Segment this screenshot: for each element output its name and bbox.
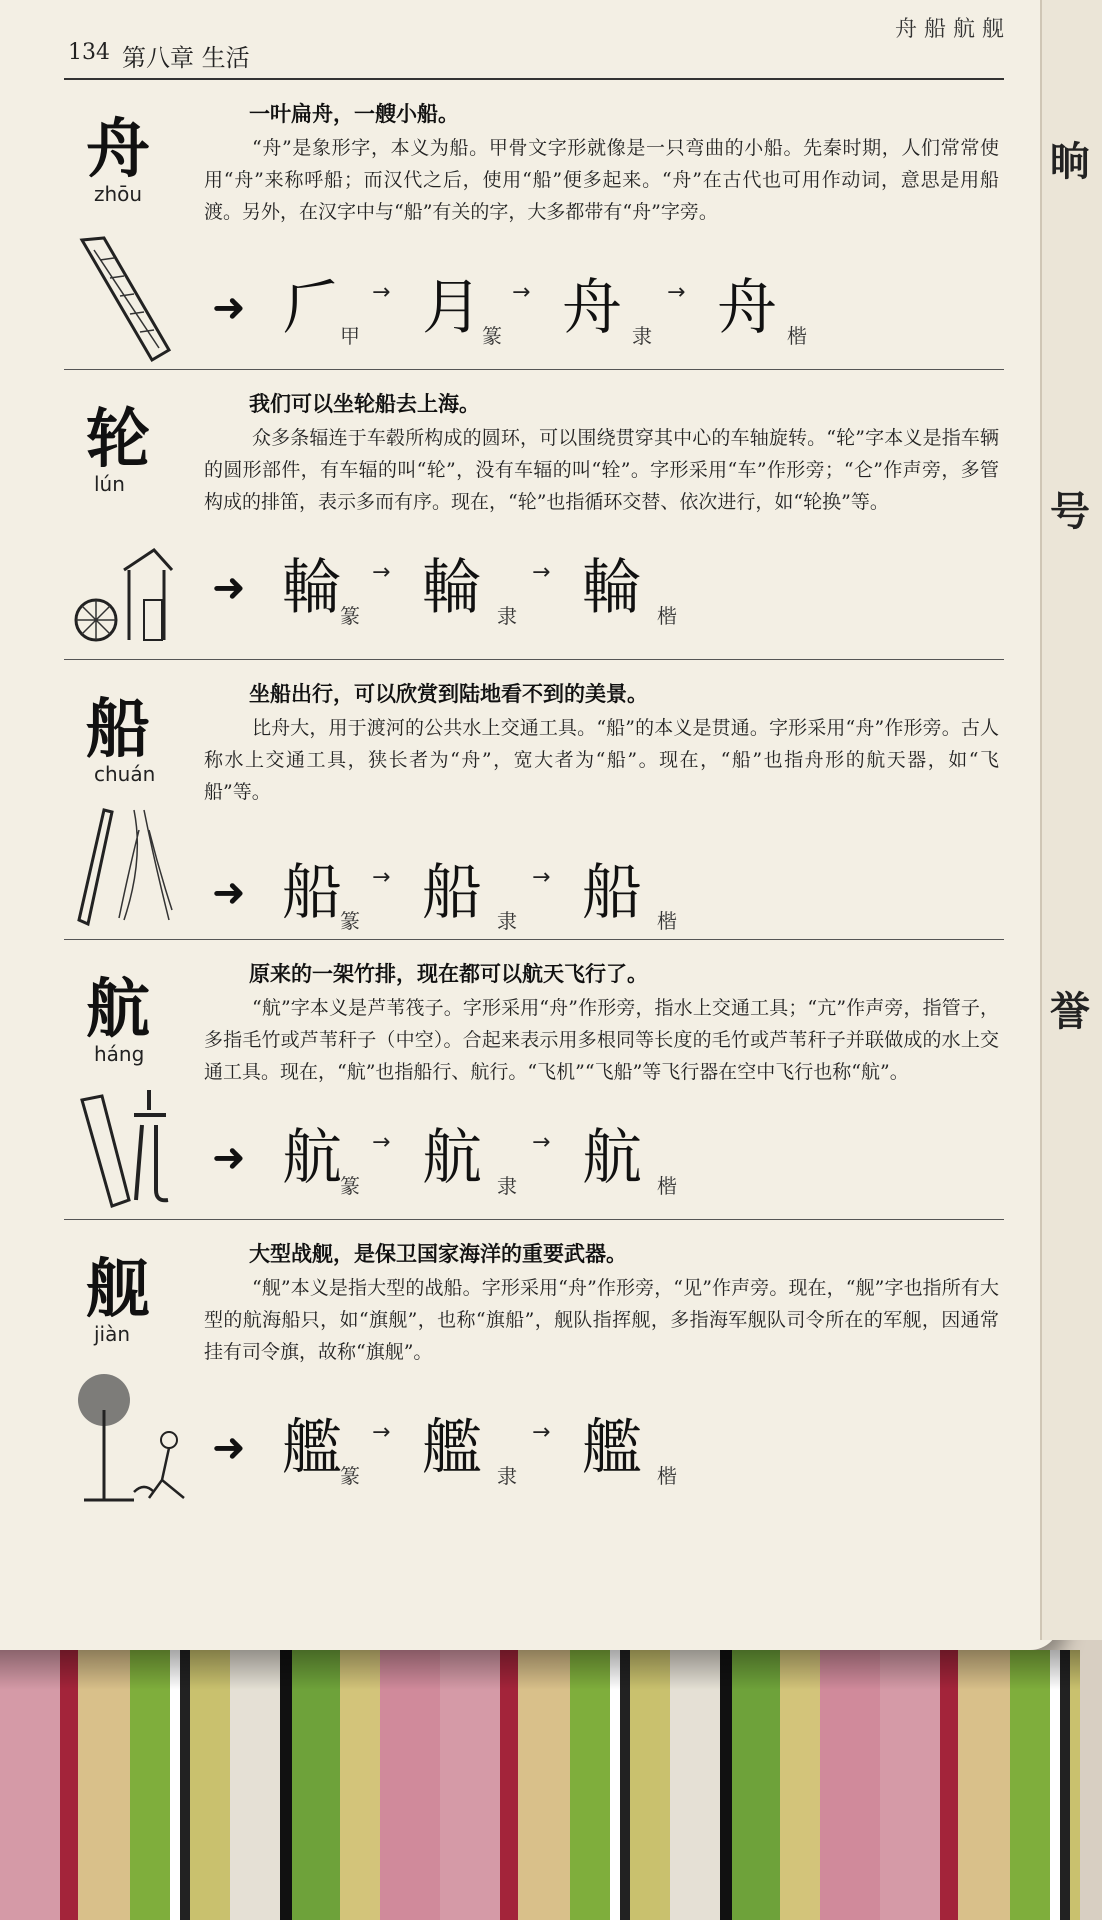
script-form: 舟 [562,273,622,343]
arrow-icon: ➜ [212,1135,246,1181]
tree-person-illustration [74,1370,204,1510]
facing-page-edge [1040,0,1102,1640]
script-form: 月 [422,273,482,343]
entry-pinyin: lún [94,472,125,496]
arrow-icon: → [667,280,686,305]
arrow-icon: → [532,1130,551,1155]
arrow-icon: → [532,865,551,890]
entry-character: 舰 [86,1252,150,1327]
entry-description: “舟”是象形字，本义为船。甲骨文字形就像是一只弯曲的小船。先秦时期，人们常常使用“舟”来称呼船；而汉代之后，使用“船”便多起来。“舟”在古代也可用作动词，意思是用船渡。另外，在汉字中与“船”有关的字，大多都带有“舟”字旁。 [204,137,999,223]
arrow-icon: → [372,1420,391,1445]
script-label: 隶 [632,324,652,348]
arrow-icon: → [372,560,391,585]
script-evolution [212,260,912,350]
script-label: 篆 [340,1464,360,1488]
entry-description: 众多条辐连于车毂所构成的圆环，可以围绕贯穿其中心的车轴旋转。“轮”字本义是指车辆的圆形部件，有车辐的叫“轮”，没有车辐的叫“辁”。字形采用“车”作形旁；“仑”作声旁，多管构成的排笛，表示多而有序。现在，“轮”也指循环交替、依次进行，如“轮换”等。 [204,427,999,513]
script-label: 楷 [657,1464,677,1488]
arrow-icon: ➜ [212,285,246,331]
script-form: 船 [282,858,342,928]
script-form: 船 [422,858,482,928]
script-evolution [212,1400,912,1490]
chapter-title: 第八章 生活 [122,44,250,72]
entry-character: 船 [86,692,150,767]
script-evolution [212,540,912,630]
script-label: 隶 [497,909,517,933]
script-label: 楷 [657,909,677,933]
script-label: 楷 [657,1174,677,1198]
facing-page-char: 誉 [1050,988,1090,1035]
facing-page-char: 晌 [1050,138,1090,185]
entry-heading: 我们可以坐轮船去上海。 [249,391,480,416]
script-form: 艦 [582,1413,642,1483]
arrow-icon: → [372,1130,391,1155]
script-form: 船 [582,858,642,928]
entry-pinyin: háng [94,1042,145,1066]
entry-description: “航”字本义是芦苇筏子。字形采用“舟”作形旁，指水上交通工具；“亢”作声旁，指管子，多指毛竹或芦苇秆子（中空）。合起来表示用多根同等长度的毛竹或芦苇秆子并联做成的水上交通工具。现在，“航”也指船行、航行。“飞机”“飞船”等飞行器在空中飞行也称“航”。 [204,997,999,1083]
script-label: 隶 [497,604,517,628]
entry-heading: 坐船出行，可以欣赏到陆地看不到的美景。 [249,681,648,706]
script-label: 甲 [340,324,360,348]
script-form: 艦 [282,1413,342,1483]
script-form: 航 [282,1123,342,1193]
script-evolution [212,1110,912,1200]
arrow-icon: → [372,280,391,305]
script-evolution [212,845,912,935]
script-label: 隶 [497,1174,517,1198]
entry-description: 比舟大，用于渡河的公共水上交通工具。“船”的本义是贯通。字形采用“舟”作形旁。古人称水上交通工具，狭长者为“舟”，宽大者为“船”。现在，“船”也指舟形的航天器，如“飞船”等。 [204,717,999,803]
entry-heading: 大型战舰，是保卫国家海洋的重要武器。 [249,1241,627,1266]
entry-character: 轮 [86,402,150,477]
script-label: 篆 [482,324,502,348]
script-label: 篆 [340,1174,360,1198]
running-title: 舟 船 航 舰 [895,17,1004,42]
entry-heading: 一叶扁舟，一艘小船。 [249,101,459,126]
entry-chuan [64,660,1004,940]
page-header [64,18,1004,80]
arrow-icon: ➜ [212,1425,246,1471]
script-form: 航 [582,1123,642,1193]
facing-page-char: 号 [1050,488,1090,535]
arrow-icon: ➜ [212,565,246,611]
script-label: 楷 [657,604,677,628]
entry-pinyin: chuán [94,762,156,786]
entry-pinyin: zhōu [94,182,143,206]
raft-illustration [74,800,174,940]
entry-hang [64,940,1004,1220]
entry-heading: 原来的一架竹排，现在都可以航天飞行了。 [249,961,648,986]
entry-pinyin: jiàn [94,1322,131,1346]
script-form: 輪 [422,553,482,623]
arrow-icon: → [532,1420,551,1445]
script-form: 舟 [717,273,777,343]
boat-illustration [74,230,174,370]
script-label: 隶 [497,1464,517,1488]
script-form: 艦 [422,1413,482,1483]
entry-zhou [64,80,1004,370]
script-form: 輪 [582,553,642,623]
entry-character: 舟 [86,112,150,187]
script-form: 輪 [282,553,342,623]
script-form: 𠂆 [282,273,342,343]
arrow-icon: → [372,865,391,890]
page-number: 134 [68,40,110,65]
entry-jian [64,1220,1004,1550]
arrow-icon: ➜ [212,870,246,916]
script-label: 楷 [787,324,807,348]
script-form: 航 [422,1123,482,1193]
script-label: 篆 [340,909,360,933]
script-label: 篆 [340,604,360,628]
arrow-icon: → [532,560,551,585]
striped-cloth-background [0,1650,1080,1920]
entry-description: “舰”本义是指大型的战船。字形采用“舟”作形旁，“见”作声旁。现在，“舰”字也指所有大型的航海船只，如“旗舰”，也称“旗船”，舰队指挥舰，多指海军舰队司令所在的军舰，因通常挂有司令旗，故称“旗舰”。 [204,1277,999,1363]
cart-illustration [74,530,174,670]
entry-character: 航 [86,972,150,1047]
entry-lun [64,370,1004,660]
bamboo-raft-illustration [74,1080,174,1220]
arrow-icon: → [512,280,531,305]
